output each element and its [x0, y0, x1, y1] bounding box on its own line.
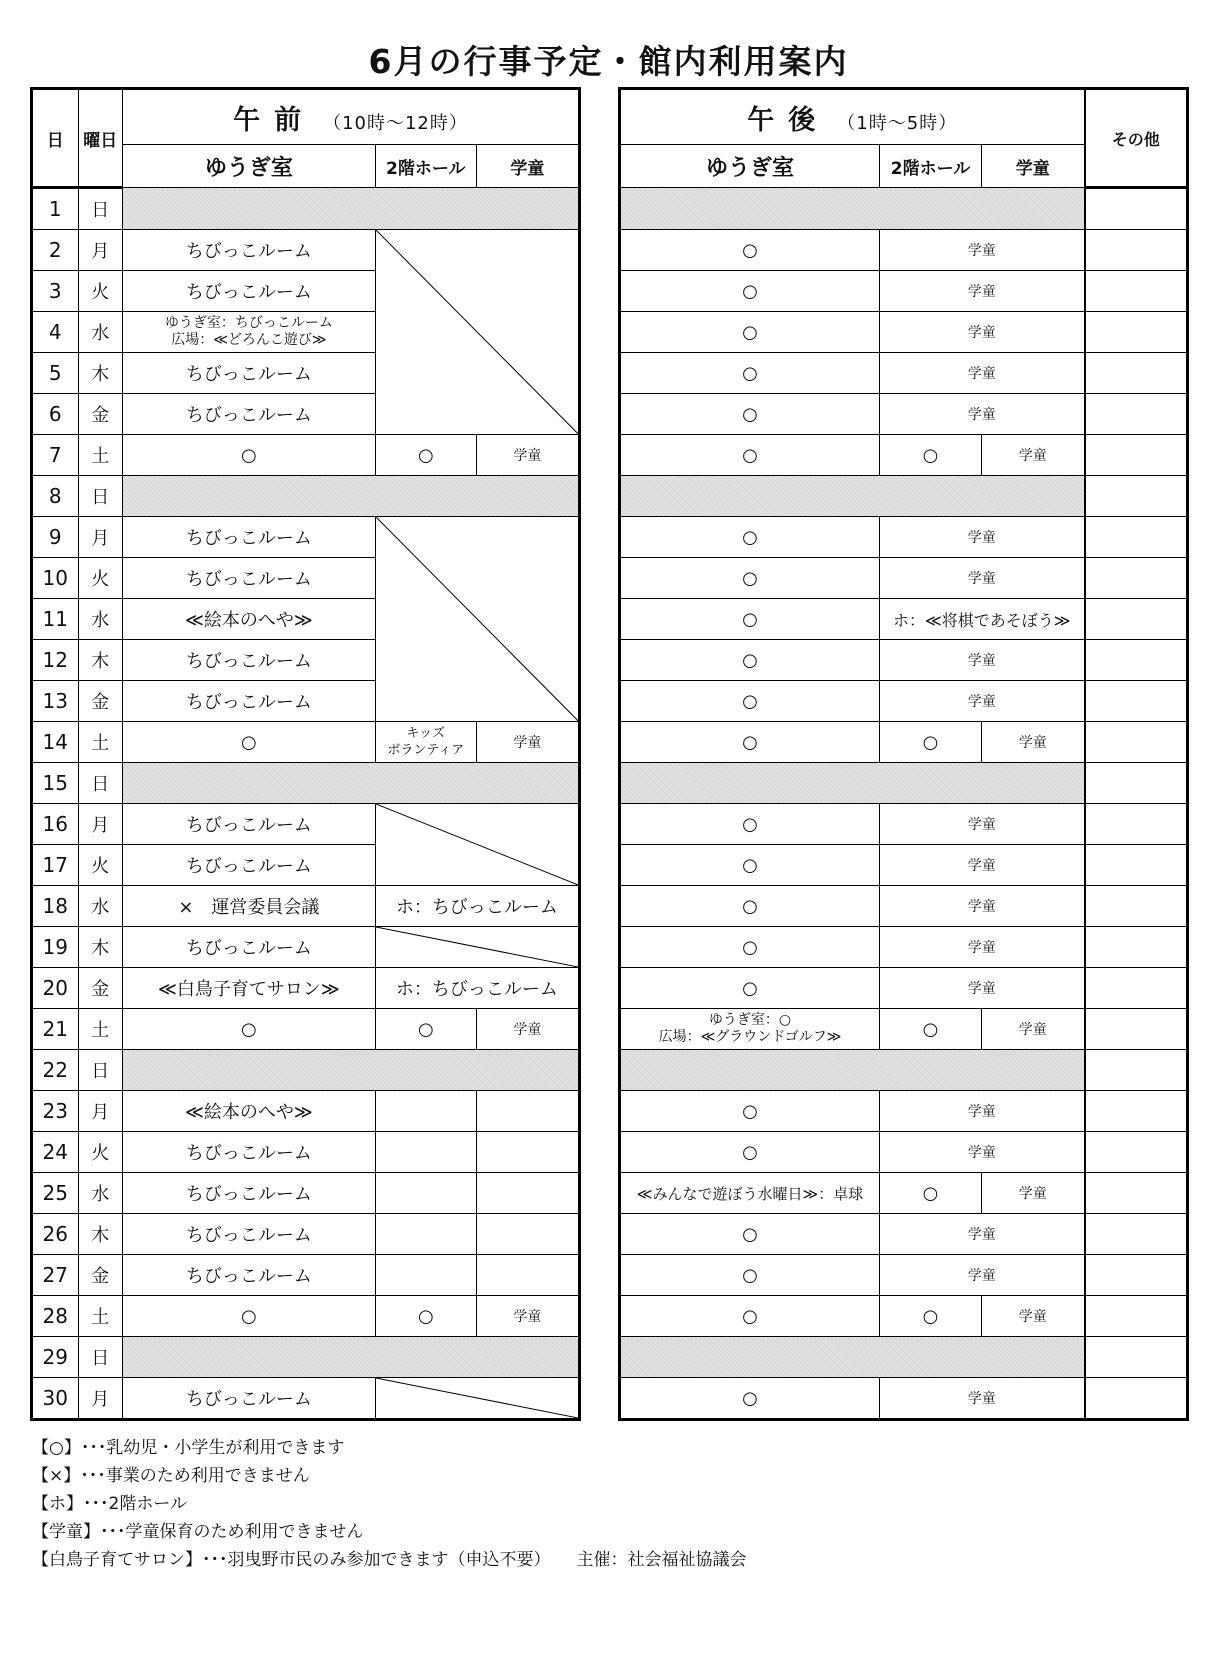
- weekday: 日: [78, 1050, 122, 1091]
- day-number: 24: [32, 1132, 79, 1173]
- am-row: [32, 886, 580, 927]
- weekday: 月: [78, 804, 122, 845]
- pm-row: [620, 681, 1188, 722]
- pm-hall-cell: 学童: [880, 1378, 1085, 1420]
- weekday: 水: [78, 886, 122, 927]
- pm-hall-header: 2階ホール: [880, 145, 982, 188]
- other-header: その他: [1085, 89, 1188, 188]
- am-gakudo-cell: 学童: [476, 435, 579, 476]
- weekday: 木: [78, 353, 122, 394]
- weekday: 土: [78, 1296, 122, 1337]
- closed-cell: [620, 188, 1085, 230]
- pm-row: [620, 599, 1188, 640]
- pm-hall-cell: 学童: [880, 1132, 1085, 1173]
- pm-hall-cell: ○: [880, 1296, 982, 1337]
- other-cell: [1085, 1296, 1188, 1337]
- diagonal-line: [376, 1378, 578, 1418]
- pm-row: [620, 1050, 1188, 1091]
- page-title: 6月の行事予定・館内利用案内: [368, 42, 849, 81]
- day-number: 1: [32, 188, 79, 230]
- cell-line: キッズ: [406, 726, 446, 741]
- pm-hall-cell: 学童: [880, 1255, 1085, 1296]
- pm-playroom-cell: ○: [620, 394, 880, 435]
- am-playroom-cell: ちびっこルーム: [122, 230, 375, 271]
- pm-playroom-cell: ○: [620, 927, 880, 968]
- day-number: 4: [32, 312, 79, 353]
- weekday: 日: [78, 763, 122, 804]
- other-cell: [1085, 353, 1188, 394]
- am-gakudo-cell: 学童: [476, 1296, 579, 1337]
- other-cell: [1085, 1337, 1188, 1378]
- am-row: [32, 476, 580, 517]
- day-number: 15: [32, 763, 79, 804]
- day-number: 12: [32, 640, 79, 681]
- day-number: 25: [32, 1173, 79, 1214]
- legend: [32, 1434, 747, 1574]
- weekday: 水: [78, 599, 122, 640]
- pm-hall-cell: 学童: [880, 886, 1085, 927]
- weekday: 月: [78, 230, 122, 271]
- am-row: [32, 968, 580, 1009]
- day-number: 3: [32, 271, 79, 312]
- pm-playroom-cell: ○: [620, 722, 880, 763]
- weekday: 木: [78, 927, 122, 968]
- weekday-header: 曜日: [78, 89, 122, 188]
- day-number: 19: [32, 927, 79, 968]
- pm-hall-cell: 学童: [880, 640, 1085, 681]
- am-unavailable-cell: [375, 927, 579, 968]
- day-number: 18: [32, 886, 79, 927]
- weekday: 日: [78, 476, 122, 517]
- pm-playroom-cell: ○: [620, 517, 880, 558]
- am-row: [32, 1091, 580, 1132]
- other-cell: [1085, 1050, 1188, 1091]
- day-number: 21: [32, 1009, 79, 1050]
- am-playroom-cell: ちびっこルーム: [122, 517, 375, 558]
- pm-row: [620, 1255, 1188, 1296]
- pm-playroom-cell: ○: [620, 1091, 880, 1132]
- am-gakudo-cell: 学童: [476, 722, 579, 763]
- am-unavailable-cell: [375, 804, 579, 886]
- cell-line: 広場：≪どろんこ遊び≫: [171, 332, 327, 348]
- pm-playroom-cell: ○: [620, 1214, 880, 1255]
- pm-hall-cell: 学童: [880, 1091, 1085, 1132]
- other-cell: [1085, 845, 1188, 886]
- pm-playroom-cell: ○: [620, 886, 880, 927]
- pm-row: [620, 517, 1188, 558]
- pm-playroom-cell: ○: [620, 804, 880, 845]
- pm-playroom-cell: ○: [620, 435, 880, 476]
- pm-playroom-cell: [620, 1009, 880, 1050]
- day-number: 23: [32, 1091, 79, 1132]
- morning-schedule-table: [30, 87, 581, 1421]
- day-number: 7: [32, 435, 79, 476]
- am-hall-cell: [375, 722, 476, 763]
- day-number: 16: [32, 804, 79, 845]
- diagonal-line: [376, 230, 578, 434]
- afternoon-schedule-table: [618, 87, 1189, 1421]
- weekday: 金: [78, 394, 122, 435]
- am-hall-cell: [375, 1173, 476, 1214]
- am-row: [32, 804, 580, 845]
- other-cell: [1085, 271, 1188, 312]
- other-cell: [1085, 1132, 1188, 1173]
- pm-playroom-cell: ○: [620, 599, 880, 640]
- day-number: 5: [32, 353, 79, 394]
- legend-item: 【×】･･･事業のため利用できません: [32, 1466, 310, 1486]
- other-cell: [1085, 1214, 1188, 1255]
- closed-cell: [122, 188, 579, 230]
- other-cell: [1085, 886, 1188, 927]
- pm-hall-cell: ホ：≪将棋であそぼう≫: [880, 599, 1085, 640]
- other-cell: [1085, 927, 1188, 968]
- day-number: 2: [32, 230, 79, 271]
- closed-cell: [122, 763, 579, 804]
- weekday: 木: [78, 640, 122, 681]
- closed-cell: [620, 476, 1085, 517]
- am-playroom-cell: ちびっこルーム: [122, 1173, 375, 1214]
- pm-hall-cell: 学童: [880, 804, 1085, 845]
- unavailable-diagonal: [376, 804, 578, 885]
- pm-row: [620, 763, 1188, 804]
- diagonal-line: [376, 517, 578, 721]
- pm-hall-cell: 学童: [880, 927, 1085, 968]
- pm-gakudo-cell: 学童: [982, 1173, 1085, 1214]
- am-unavailable-cell: [375, 230, 579, 435]
- am-row: [32, 722, 580, 763]
- am-hall-cell: ホ：ちびっこルーム: [375, 886, 579, 927]
- day-number: 14: [32, 722, 79, 763]
- pm-row: [620, 640, 1188, 681]
- am-gakudo-cell: [476, 1255, 579, 1296]
- am-hall-cell: ホ：ちびっこルーム: [375, 968, 579, 1009]
- closed-cell: [620, 1337, 1085, 1378]
- am-playroom-cell: ちびっこルーム: [122, 640, 375, 681]
- weekday: 木: [78, 1214, 122, 1255]
- day-header: 日: [32, 89, 79, 188]
- pm-playroom-cell: ○: [620, 353, 880, 394]
- am-hall-cell: ○: [375, 1296, 476, 1337]
- pm-playroom-cell: ○: [620, 1378, 880, 1420]
- cell-line: ゆうぎ室：ちびっこルーム: [164, 315, 333, 331]
- am-playroom-cell: ≪白鳥子育てサロン≫: [122, 968, 375, 1009]
- day-number: 28: [32, 1296, 79, 1337]
- weekday: 土: [78, 1009, 122, 1050]
- am-playroom-cell: ちびっこルーム: [122, 927, 375, 968]
- pm-hours: （1時～5時）: [837, 112, 958, 134]
- am-row: [32, 1009, 580, 1050]
- weekday: 火: [78, 1132, 122, 1173]
- pm-row: [620, 1337, 1188, 1378]
- am-playroom-cell: ○: [122, 435, 375, 476]
- pm-gakudo-cell: 学童: [982, 1009, 1085, 1050]
- unavailable-diagonal: [376, 230, 578, 434]
- unavailable-diagonal: [376, 927, 578, 967]
- day-number: 9: [32, 517, 79, 558]
- pm-playroom-cell: ○: [620, 640, 880, 681]
- pm-hall-cell: ○: [880, 1173, 982, 1214]
- other-cell: [1085, 1173, 1188, 1214]
- am-hall-cell: [375, 1091, 476, 1132]
- weekday: 水: [78, 312, 122, 353]
- am-hall-cell: [375, 1214, 476, 1255]
- am-period-header: [122, 89, 579, 145]
- pm-label: 午後: [747, 104, 830, 136]
- day-number: 20: [32, 968, 79, 1009]
- unavailable-diagonal: [376, 517, 578, 721]
- pm-hall-cell: 学童: [880, 558, 1085, 599]
- day-number: 22: [32, 1050, 79, 1091]
- weekday: 月: [78, 1378, 122, 1420]
- other-cell: [1085, 804, 1188, 845]
- am-playroom-cell: ○: [122, 722, 375, 763]
- pm-row: [620, 722, 1188, 763]
- am-gakudo-cell: 学童: [476, 1009, 579, 1050]
- weekday: 水: [78, 1173, 122, 1214]
- other-cell: [1085, 394, 1188, 435]
- day-number: 30: [32, 1378, 79, 1420]
- cell-line: 広場：≪グラウンドゴルフ≫: [658, 1029, 842, 1045]
- diagonal-line: [376, 804, 578, 885]
- am-row: [32, 517, 580, 558]
- day-number: 10: [32, 558, 79, 599]
- legend-item: 【○】･･･乳幼児・小学生が利用できます: [32, 1438, 345, 1458]
- other-cell: [1085, 968, 1188, 1009]
- other-cell: [1085, 1255, 1188, 1296]
- pm-row: [620, 188, 1188, 230]
- am-row: [32, 1132, 580, 1173]
- weekday: 金: [78, 968, 122, 1009]
- pm-row: [620, 886, 1188, 927]
- other-cell: [1085, 1378, 1188, 1420]
- pm-hall-cell: 学童: [880, 230, 1085, 271]
- legend-item: 【学童】･･･学童保育のため利用できません: [32, 1522, 364, 1542]
- other-cell: [1085, 558, 1188, 599]
- pm-playroom-cell: ○: [620, 1132, 880, 1173]
- am-playroom-cell: ≪絵本のへや≫: [122, 599, 375, 640]
- day-number: 17: [32, 845, 79, 886]
- weekday: 火: [78, 558, 122, 599]
- other-cell: [1085, 188, 1188, 230]
- pm-row: [620, 1214, 1188, 1255]
- am-playroom-cell: ○: [122, 1009, 375, 1050]
- pm-row: [620, 804, 1188, 845]
- pm-playroom-cell: ○: [620, 681, 880, 722]
- pm-row: [620, 476, 1188, 517]
- am-playroom-header: ゆうぎ室: [122, 145, 375, 188]
- cell-line: ゆうぎ室：○: [708, 1012, 792, 1028]
- weekday: 日: [78, 188, 122, 230]
- am-hall-cell: ○: [375, 435, 476, 476]
- pm-playroom-cell: ○: [620, 1255, 880, 1296]
- day-number: 8: [32, 476, 79, 517]
- am-playroom-cell: ちびっこルーム: [122, 353, 375, 394]
- other-cell: [1085, 476, 1188, 517]
- other-cell: [1085, 517, 1188, 558]
- am-row: [32, 230, 580, 271]
- am-playroom-cell: ちびっこルーム: [122, 681, 375, 722]
- pm-hall-cell: ○: [880, 1009, 982, 1050]
- weekday: 月: [78, 517, 122, 558]
- pm-gakudo-cell: 学童: [982, 435, 1085, 476]
- pm-row: [620, 1378, 1188, 1420]
- pm-row: [620, 1296, 1188, 1337]
- closed-cell: [620, 763, 1085, 804]
- am-row: [32, 188, 580, 230]
- weekday: 金: [78, 681, 122, 722]
- pm-playroom-cell: ○: [620, 312, 880, 353]
- am-row: [32, 927, 580, 968]
- am-playroom-cell: ちびっこルーム: [122, 558, 375, 599]
- weekday: 土: [78, 435, 122, 476]
- pm-playroom-cell: ≪みんなで遊ぼう水曜日≫：卓球: [620, 1173, 880, 1214]
- am-gakudo-header: 学童: [476, 145, 579, 188]
- am-playroom-cell: [122, 312, 375, 353]
- pm-row: [620, 927, 1188, 968]
- closed-cell: [122, 1050, 579, 1091]
- pm-gakudo-header: 学童: [982, 145, 1085, 188]
- am-row: [32, 1173, 580, 1214]
- other-cell: [1085, 763, 1188, 804]
- pm-row: [620, 435, 1188, 476]
- am-playroom-cell: ちびっこルーム: [122, 1132, 375, 1173]
- am-playroom-cell: ちびっこルーム: [122, 1255, 375, 1296]
- other-cell: [1085, 722, 1188, 763]
- pm-playroom-header: ゆうぎ室: [620, 145, 880, 188]
- other-cell: [1085, 599, 1188, 640]
- pm-hall-cell: 学童: [880, 1214, 1085, 1255]
- pm-row: [620, 271, 1188, 312]
- day-number: 27: [32, 1255, 79, 1296]
- weekday: 金: [78, 1255, 122, 1296]
- am-row: [32, 1214, 580, 1255]
- weekday: 月: [78, 1091, 122, 1132]
- cell-line: ボランティア: [387, 743, 465, 758]
- am-hall-cell: [375, 1255, 476, 1296]
- am-gakudo-cell: [476, 1173, 579, 1214]
- pm-row: [620, 353, 1188, 394]
- am-row: [32, 1378, 580, 1420]
- closed-cell: [620, 1050, 1085, 1091]
- pm-hall-cell: ○: [880, 435, 982, 476]
- pm-playroom-cell: ○: [620, 845, 880, 886]
- am-playroom-cell: ちびっこルーム: [122, 1214, 375, 1255]
- closed-cell: [122, 1337, 579, 1378]
- pm-hall-cell: 学童: [880, 681, 1085, 722]
- other-cell: [1085, 435, 1188, 476]
- weekday: 火: [78, 845, 122, 886]
- pm-row: [620, 1173, 1188, 1214]
- legend-item: [32, 1546, 747, 1574]
- pm-row: [620, 1132, 1188, 1173]
- pm-row: [620, 845, 1188, 886]
- weekday: 土: [78, 722, 122, 763]
- am-playroom-cell: ≪絵本のへや≫: [122, 1091, 375, 1132]
- am-playroom-cell: × 運営委員会議: [122, 886, 375, 927]
- pm-row: [620, 558, 1188, 599]
- pm-playroom-cell: ○: [620, 271, 880, 312]
- day-number: 6: [32, 394, 79, 435]
- legend-item-text: 【白鳥子育てサロン】･･･羽曳野市民のみ参加できます（申込不要）: [32, 1550, 551, 1570]
- pm-row: [620, 1009, 1188, 1050]
- am-playroom-cell: ちびっこルーム: [122, 394, 375, 435]
- am-hall-cell: [375, 1132, 476, 1173]
- pm-playroom-cell: ○: [620, 230, 880, 271]
- day-number: 13: [32, 681, 79, 722]
- pm-row: [620, 1091, 1188, 1132]
- pm-hall-cell: 学童: [880, 517, 1085, 558]
- am-row: [32, 435, 580, 476]
- pm-playroom-cell: ○: [620, 1296, 880, 1337]
- pm-gakudo-cell: 学童: [982, 1296, 1085, 1337]
- am-playroom-cell: ちびっこルーム: [122, 804, 375, 845]
- am-unavailable-cell: [375, 517, 579, 722]
- am-hours: （10時～12時）: [323, 112, 468, 134]
- pm-hall-cell: 学童: [880, 312, 1085, 353]
- pm-hall-cell: 学童: [880, 968, 1085, 1009]
- day-number: 29: [32, 1337, 79, 1378]
- am-playroom-cell: ○: [122, 1296, 375, 1337]
- pm-row: [620, 968, 1188, 1009]
- pm-period-header: [620, 89, 1085, 145]
- other-cell: [1085, 640, 1188, 681]
- am-gakudo-cell: [476, 1091, 579, 1132]
- pm-playroom-cell: ○: [620, 968, 880, 1009]
- pm-playroom-cell: ○: [620, 558, 880, 599]
- legend-organizer: 主催：社会福祉協議会: [576, 1550, 747, 1570]
- diagonal-line: [376, 927, 578, 967]
- pm-hall-cell: 学童: [880, 271, 1085, 312]
- am-row: [32, 1296, 580, 1337]
- pm-row: [620, 312, 1188, 353]
- weekday: 日: [78, 1337, 122, 1378]
- pm-hall-cell: ○: [880, 722, 982, 763]
- pm-hall-cell: 学童: [880, 353, 1085, 394]
- am-playroom-cell: ちびっこルーム: [122, 1378, 375, 1420]
- legend-item: 【ホ】･･･2階ホール: [32, 1494, 187, 1514]
- other-cell: [1085, 312, 1188, 353]
- other-cell: [1085, 1009, 1188, 1050]
- pm-hall-cell: 学童: [880, 394, 1085, 435]
- am-row: [32, 1050, 580, 1091]
- weekday: 火: [78, 271, 122, 312]
- pm-gakudo-cell: 学童: [982, 722, 1085, 763]
- am-gakudo-cell: [476, 1132, 579, 1173]
- am-label: 午前: [233, 104, 316, 136]
- day-number: 26: [32, 1214, 79, 1255]
- other-cell: [1085, 681, 1188, 722]
- closed-cell: [122, 476, 579, 517]
- am-row: [32, 763, 580, 804]
- pm-row: [620, 230, 1188, 271]
- am-playroom-cell: ちびっこルーム: [122, 271, 375, 312]
- unavailable-diagonal: [376, 1378, 578, 1418]
- am-unavailable-cell: [375, 1378, 579, 1420]
- pm-row: [620, 394, 1188, 435]
- day-number: 11: [32, 599, 79, 640]
- am-playroom-cell: ちびっこルーム: [122, 845, 375, 886]
- am-row: [32, 1337, 580, 1378]
- other-cell: [1085, 230, 1188, 271]
- other-cell: [1085, 1091, 1188, 1132]
- am-hall-header: 2階ホール: [375, 145, 476, 188]
- am-row: [32, 1255, 580, 1296]
- am-hall-cell: ○: [375, 1009, 476, 1050]
- pm-hall-cell: 学童: [880, 845, 1085, 886]
- am-gakudo-cell: [476, 1214, 579, 1255]
